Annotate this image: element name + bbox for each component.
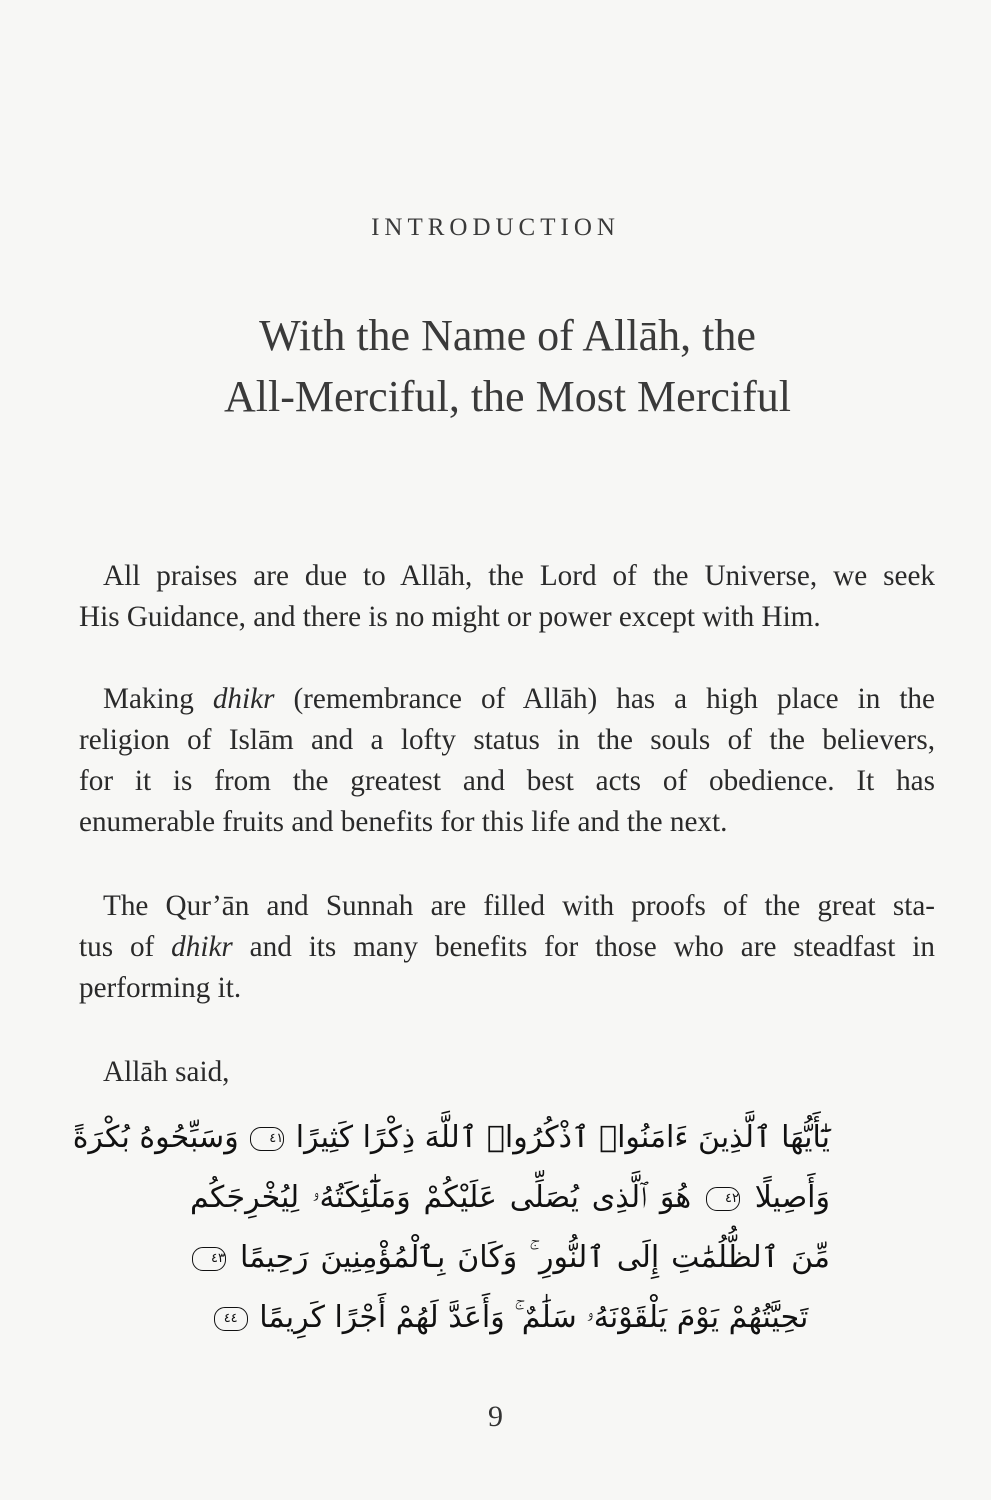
paragraph-dhikr-status — [79, 679, 935, 843]
paragraph-line: Allāh said, — [103, 1056, 230, 1088]
verse-line — [190, 1168, 830, 1228]
verse-text: مِّنَ ٱلظُّلُمَٰتِ إِلَى ٱلنُّورِ ۚ وَكَانَ بِٱلْمُؤْمِنِينَ رَحِيمًا — [239, 1240, 830, 1275]
paragraph-line: enumerable fruits and benefits for this life and the next. — [79, 806, 728, 838]
paragraph-line: The Qur’ān and Sunnah are filled with proofs of the great sta- — [103, 890, 935, 922]
text-run: tus of — [79, 931, 172, 963]
verse-line — [72, 1108, 830, 1168]
paragraph-praise — [79, 556, 935, 638]
verse-text: تَحِيَّتُهُمْ يَوْمَ يَلْقَوْنَهُۥ سَلَٰمٌ ۚ وَأَعَدَّ لَهُمْ أَجْرًا كَرِيمًا — [259, 1300, 809, 1335]
ayah-number-marker: ٤٤ — [214, 1307, 248, 1331]
paragraph-line — [79, 679, 935, 720]
page-number: 9 — [488, 1400, 503, 1433]
ayah-number-marker: ٤٣ — [192, 1247, 226, 1271]
paragraph-allah-said — [79, 1052, 935, 1093]
verse-text: وَأَصِيلًا — [754, 1180, 830, 1215]
italic-term: dhikr — [171, 931, 233, 963]
text-run: (remembrance of Allāh) has a high place in the — [274, 683, 935, 715]
verse-text: هُوَ ٱلَّذِى يُصَلِّى عَلَيْكُمْ وَمَلَٰٓئِكَتُهُۥ لِيُخْرِجَكُم — [190, 1180, 692, 1215]
paragraph-line: for it is from the greatest and best acts of obedience. It has — [79, 765, 935, 797]
verse-text: وَسَبِّحُوهُ بُكْرَةً — [72, 1120, 239, 1155]
section-label: INTRODUCTION — [371, 214, 620, 241]
text-run: Making — [103, 683, 213, 715]
paragraph-line: All praises are due to Allāh, the Lord of the Universe, we seek — [103, 560, 935, 592]
chapter-title-line: With the Name of Allāh, the — [259, 311, 756, 360]
chapter-title — [80, 305, 935, 427]
verse-line — [190, 1288, 830, 1348]
paragraph-line: His Guidance, and there is no might or power except with Him. — [79, 601, 821, 633]
paragraph-line — [79, 927, 935, 968]
verse-line — [190, 1228, 830, 1288]
ayah-number-marker: ٤١ — [250, 1127, 284, 1151]
paragraph-quran-sunnah — [79, 886, 935, 1009]
paragraph-line: performing it. — [79, 972, 242, 1004]
text-run: and its many benefits for those who are steadfast in — [232, 931, 935, 963]
italic-term: dhikr — [212, 683, 275, 715]
chapter-title-line: All-Merciful, the Most Merciful — [224, 372, 791, 421]
ayah-number-marker: ٤٢ — [706, 1187, 740, 1211]
paragraph-line: religion of Islām and a lofty status in the souls of the believers, — [79, 724, 935, 756]
verse-text: يَٰٓأَيُّهَا ٱلَّذِينَ ءَامَنُوا۟ ٱذْكُرُوا۟ ٱللَّهَ ذِكْرًا كَثِيرًا — [295, 1120, 830, 1155]
quran-verse-block — [72, 1108, 830, 1348]
